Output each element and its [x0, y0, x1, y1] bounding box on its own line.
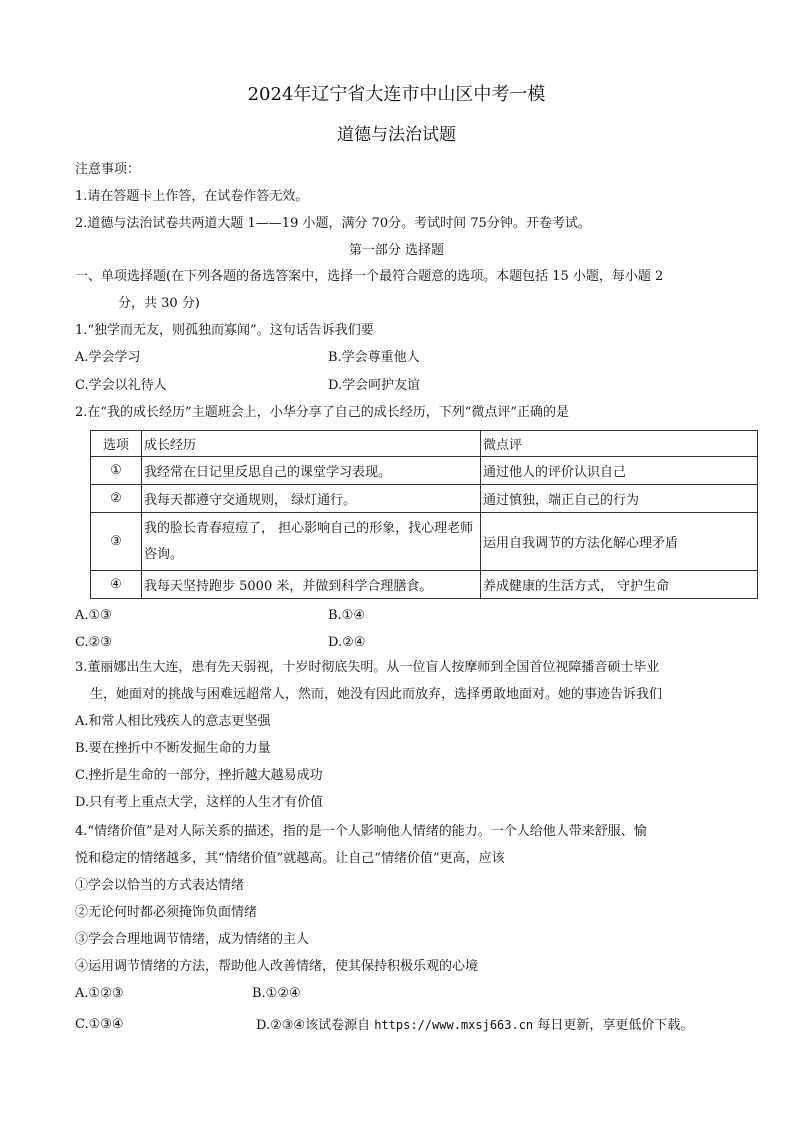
table-header-experience: 成长经历	[142, 431, 481, 457]
q1-stem: 1.“独学而无友，则孤独而寡闻”。这句话告诉我们要	[75, 323, 374, 338]
table-cell-num: ④	[91, 571, 142, 599]
notice-heading: 注意事项：	[75, 162, 141, 177]
table-row	[91, 571, 758, 599]
table-row	[91, 513, 758, 571]
q4-stem-line1: 4.“情绪价值”是对人际关系的描述，指的是一个人影响他人情绪的能力。一个人给他人带来舒服、愉	[75, 824, 647, 839]
q2-stem: 2.在“我的成长经历”主题班会上，小华分享了自己的成长经历，下列“微点评”正确的是	[75, 405, 569, 420]
table-cell-experience: 我经常在日记里反思自己的课堂学习表现。	[142, 457, 481, 485]
table-cell-experience: 我每天都遵守交通规则， 绿灯通行。	[142, 485, 481, 513]
q3-option-a: A.和常人相比残疾人的意志更坚强	[75, 714, 271, 729]
exam-subtitle: 道德与法治试题	[337, 125, 456, 145]
q2-option-b: B.①④	[328, 608, 365, 623]
table-cell-num: ②	[91, 485, 142, 513]
q3-option-d: D.只有考上重点大学，这样的人生才有价值	[75, 795, 324, 810]
q2-option-c: C.②③	[75, 635, 112, 650]
notice-item-2: 2.道德与法治试卷共两道大题 1——19 小题，满分 70分。考试时间 75分钟。开卷考试。	[75, 216, 591, 231]
table-header-row	[91, 431, 758, 457]
table-cell-num: ③	[91, 513, 142, 571]
table-cell-comment: 通过慎独，端正自己的行为	[481, 485, 758, 513]
exam-title: 2024年辽宁省大连市中山区中考一模	[247, 84, 546, 105]
table-cell-experience: 我每天坚持跑步 5000 米，并做到科学合理膳食。	[142, 571, 481, 599]
q4-stem-line2: 悦和稳定的情绪越多，其“情绪价值”就越高。让自己“情绪价值”更高，应该	[75, 851, 505, 866]
q4-statement-2: ②无论何时都必须掩饰负面情绪	[75, 905, 258, 920]
q3-option-c: C.挫折是生命的一部分，挫折越大越易成功	[75, 768, 323, 783]
q4-option-d: D.②③④	[256, 1018, 306, 1033]
q3-stem-line2: 生，她面对的挑战与困难远超常人，然而，她没有因此而放弃，选择勇敢地面对。她的事迹告诉我们	[90, 687, 663, 702]
source-suffix: 每日更新，享更低价下载。	[537, 1018, 694, 1033]
q4-option-c: C.①③④	[75, 1017, 124, 1032]
q4-option-a: A.①②③	[75, 986, 124, 1001]
table-cell-comment: 养成健康的生活方式， 守护生命	[481, 571, 758, 599]
source-prefix: 该试卷源自	[305, 1018, 371, 1033]
q4-statement-4: ④运用调节情绪的方法，帮助他人改善情绪，使其保持积极乐观的心境	[75, 959, 479, 974]
q2-option-a: A.①③	[75, 608, 112, 623]
q1-option-b: B.学会尊重他人	[328, 350, 420, 365]
source-url[interactable]: https://www.mxsj663.cn	[374, 1018, 534, 1032]
table-header-option: 选项	[91, 431, 142, 457]
q4-option-b: B.①②④	[252, 986, 301, 1001]
section-instruction-line2: 分，共 30 分)	[118, 296, 200, 311]
table-cell-comment: 通过他人的评价认识自己	[481, 457, 758, 485]
q4-statement-3: ③学会合理地调节情绪，成为情绪的主人	[75, 932, 310, 947]
table-header-comment: 微点评	[481, 431, 758, 457]
q2-option-d: D.②④	[328, 635, 366, 650]
section-instruction-line1: 一、单项选择题(在下列各题的备选答案中，选择一个最符合题意的选项。本题包括 15 小题，每小题 2	[75, 269, 664, 284]
q1-option-d: D.学会呵护友谊	[328, 378, 421, 393]
q3-option-b: B.要在挫折中不断发掘生命的力量	[75, 741, 271, 756]
table-row	[91, 457, 758, 485]
table-cell-num: ①	[91, 457, 142, 485]
q1-option-a: A.学会学习	[75, 350, 141, 365]
table-cell-comment: 运用自我调节的方法化解心理矛盾	[481, 513, 758, 571]
part1-title: 第一部分 选择题	[348, 243, 445, 258]
table-cell-experience: 我的脸长青春痘痘了， 担心影响自己的形象，找心理老师咨询。	[142, 513, 481, 571]
table-row	[91, 485, 758, 513]
notice-item-1: 1.请在答题卡上作答，在试卷作答无效。	[75, 189, 309, 204]
q3-stem-line1: 3.董丽娜出生大连，患有先天弱视，十岁时彻底失明。从一位盲人按摩师到全国首位视障播音硕士毕业	[75, 660, 660, 675]
q2-table	[90, 430, 758, 599]
q4-statement-1: ①学会以恰当的方式表达情绪	[75, 878, 245, 893]
q4-option-d-with-source	[256, 1016, 693, 1035]
q1-option-c: C.学会以礼待人	[75, 378, 167, 393]
